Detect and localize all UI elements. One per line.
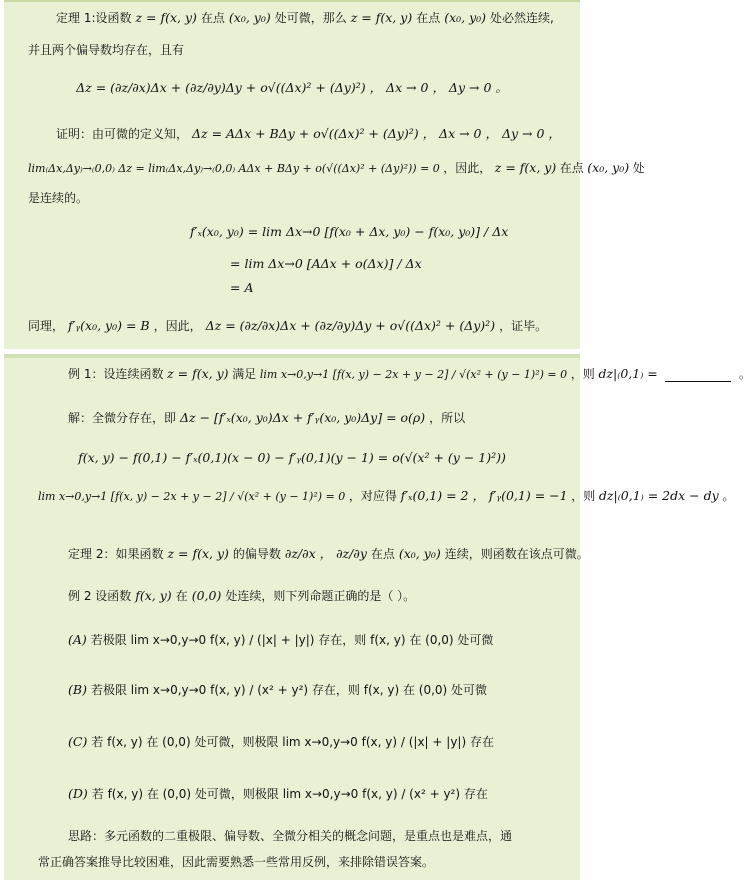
- proof-line3: 是连续的。: [28, 191, 89, 205]
- option-b-text: 若极限 lim x→0,y→0 f(x, y) / (x² + y²) 存在，则 f(x, y) 在 (0,0) 处可微: [90, 683, 488, 697]
- option-c[interactable]: [68, 732, 494, 752]
- theorem2-line: 定理 2：如果函数 z = f(x, y) 的偏导数 ∂z/∂x ， ∂z/∂y 在点 (x₀, y₀) 连续，则函数在该点可微。: [68, 546, 589, 561]
- proof-final-line: 同理， f′ᵧ(x₀, y₀) = B ，因此， Δz = (∂z/∂x)Δx + (∂z/∂y)Δy + o√((Δx)² + (Δy)²) ，证毕。: [28, 318, 548, 333]
- proof-eq3: = A: [230, 280, 254, 295]
- option-a[interactable]: [68, 630, 493, 650]
- option-d[interactable]: [68, 784, 488, 804]
- theorem1-panel: [4, 0, 645, 349]
- example1-question: 例 1：设连续函数 z = f(x, y) 满足 lim x→0,y→1 [f(x, y) − 2x + y − 2] / √(x² + (y − 1)²) = 0 ，则 dz|₍0,1₎ = 。: [68, 366, 751, 381]
- example2-question: 例 2 设函数 f(x, y) 在 (0,0) 处连续，则下列命题正确的是（ ）。: [68, 588, 416, 603]
- proof-line1: 证明：由可微的定义知， Δz = AΔx + BΔy + o√((Δx)² + (Δy)²) ， Δx → 0 ， Δy → 0 ，: [56, 126, 561, 141]
- option-a-label: (A): [68, 632, 87, 647]
- example1-solution-formula: f(x, y) − f(0,1) − f′ₓ(0,1)(x − 0) − f′ᵧ(0,1)(y − 1) = o(√(x² + (y − 1)²)): [78, 450, 506, 465]
- proof-eq2: = lim Δx→0 [AΔx + o(Δx)] / Δx: [230, 256, 422, 271]
- option-d-text: 若 f(x, y) 在 (0,0) 处可微，则极限 lim x→0,y→0 f(x, y) / (x² + y²) 存在: [91, 787, 488, 801]
- thinking-line2: 常正确答案推导比较困难，因此需要熟悉一些常用反例，来排除错误答案。: [38, 855, 435, 869]
- thinking-line1: 思路：多元函数的二重极限、偏导数、全微分相关的概念问题，是重点也是难点，通: [68, 829, 513, 843]
- example1-solution-line3: lim x→0,y→1 [f(x, y) − 2x + y − 2] / √(x² + (y − 1)²) = 0 ，对应得 f′ₓ(0,1) = 2 ， f′ᵧ(0,1) = −1 ，则 dz|₍0,1₎ = 2dx − dy 。: [38, 488, 735, 503]
- option-c-text: 若 f(x, y) 在 (0,0) 处可微，则极限 lim x→0,y→0 f(x, y) / (|x| + |y|) 存在: [91, 735, 494, 749]
- theorem1-formula: Δz = (∂z/∂x)Δx + (∂z/∂y)Δy + o√((Δx)² + (Δy)²) ， Δx → 0 ， Δy → 0 。: [76, 80, 508, 95]
- option-c-label: (C): [68, 734, 88, 749]
- proof-line2: lim₍Δx,Δy₎→₍0,0₎ Δz = lim₍Δx,Δy₎→₍0,0₎ AΔx + BΔy + o(√((Δx)² + (Δy)²)) = 0 ，因此， z = f(x, y) 在点 (x₀, y₀) 处: [28, 160, 645, 175]
- examples-panel: [4, 354, 751, 880]
- theorem1-line1: 定理 1:设函数 z = f(x, y) 在点 (x₀, y₀) 处可微，那么 z = f(x, y) 在点 (x₀, y₀) 处必然连续,: [56, 10, 554, 25]
- theorem1-line2: 并且两个偏导数均存在，且有: [28, 43, 185, 57]
- answer-blank: [665, 369, 731, 382]
- option-b[interactable]: [68, 680, 487, 700]
- option-b-label: (B): [68, 682, 87, 697]
- option-a-text: 若极限 lim x→0,y→0 f(x, y) / (|x| + |y|) 存在，则 f(x, y) 在 (0,0) 处可微: [90, 633, 494, 647]
- example1-solution-line1: 解：全微分存在，即 Δz − [f′ₓ(x₀, y₀)Δx + f′ᵧ(x₀, y₀)Δy] = o(ρ) ，所以: [68, 410, 466, 425]
- proof-eq1: f′ₓ(x₀, y₀) = lim Δx→0 [f(x₀ + Δx, y₀) − f(x₀, y₀)] / Δx: [190, 224, 509, 239]
- option-d-label: (D): [68, 786, 88, 801]
- theorem1-label: 定理 1:设函数: [56, 11, 132, 25]
